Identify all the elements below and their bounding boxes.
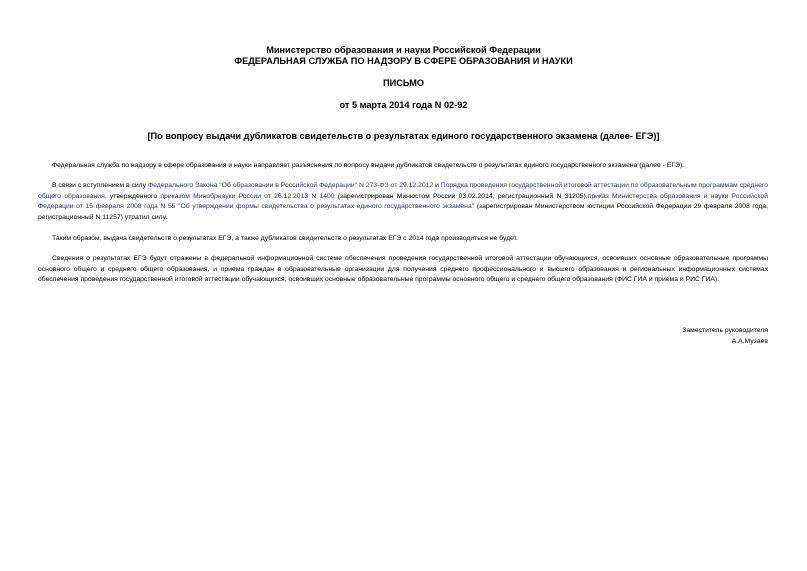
document-subject: [По вопросу выдачи дубликатов свидетельств о результатах единого государственного экзамена (далее- ЕГЭ)] (147, 131, 660, 141)
paragraph-conclusion: Таким образом, выдача свидетельств о результатах ЕГЭ, а также дубликатов свидетельств о результатах ЕГЭ с 2014 года производиться не будет. (52, 235, 518, 242)
paragraph-text: , утвержденного (104, 192, 161, 200)
paragraph-text: и (433, 182, 441, 189)
ministry-name: Министерство образования и науки Российской Федерации (266, 45, 541, 55)
paragraph-text: (зарегистрирован Минюстом России 03.02.2014, регистрационный N 31205), (334, 192, 588, 200)
order-1400-link[interactable]: приказом Минобрнауки России от 26.12.2013 N 1400 (160, 192, 335, 200)
paragraph-text: " (зарегистрирован Министерством юстиции Российской Федерации 29 февраля 2008 года, регистрационный N 11257) утратил силу. (38, 203, 768, 221)
paragraph-information-systems: Сведения о результатах ЕГЭ будут отражены в федеральной информационной системе обеспечения проведения государственной итоговой аттестации обучающихся, освоивших основные образовательные программы основного общего и среднего общего образования, и приема граждан в образовательные организации для получения среднего профессионального и высшего образования и региональных информационных системах обеспечения проведения государственной итоговой аттестации обучающихся, освоивших основные образовательные программы основного общего и среднего общего образования (ФИС ГИА и приёма и РИС ГИА). (38, 255, 768, 283)
signatory-position: Заместитель руководителя (682, 327, 768, 334)
paragraph-legal-basis (38, 181, 768, 223)
law-273-fz-link[interactable]: Федерального Закона "Об образовании в Российской Федерации" N 273-ФЗ от 29.12.2012 (147, 182, 434, 189)
service-name: ФЕДЕРАЛЬНАЯ СЛУЖБА ПО НАДЗОРУ В СФЕРЕ ОБРАЗОВАНИЯ И НАУКИ (234, 56, 573, 66)
paragraph-text: В связи с вступлением в силу (52, 182, 148, 189)
signatory-name: А.А.Музаев (731, 338, 768, 345)
document-date-number: от 5 марта 2014 года N 02-92 (339, 100, 468, 110)
gia-procedure-link[interactable]: Порядка проведения государственной итоговой аттестации по образовательным программам среднего общего образования (38, 182, 768, 200)
document-type: ПИСЬМО (382, 78, 425, 88)
order-55-link[interactable]: приказ Министерства образования и науки Российской Федерации от 15 февраля 2008 года N 55 "Об утверждении формы свидетельства о результатах единого государственного экзамена (38, 192, 768, 210)
paragraph-intro: Федеральная служба по надзору в сфере образования и науки направляет разъяснения по вопросу выдачи дубликатов свидетельств о результатах единого государственного экзамена (далее - ЕГЭ). (52, 162, 685, 169)
